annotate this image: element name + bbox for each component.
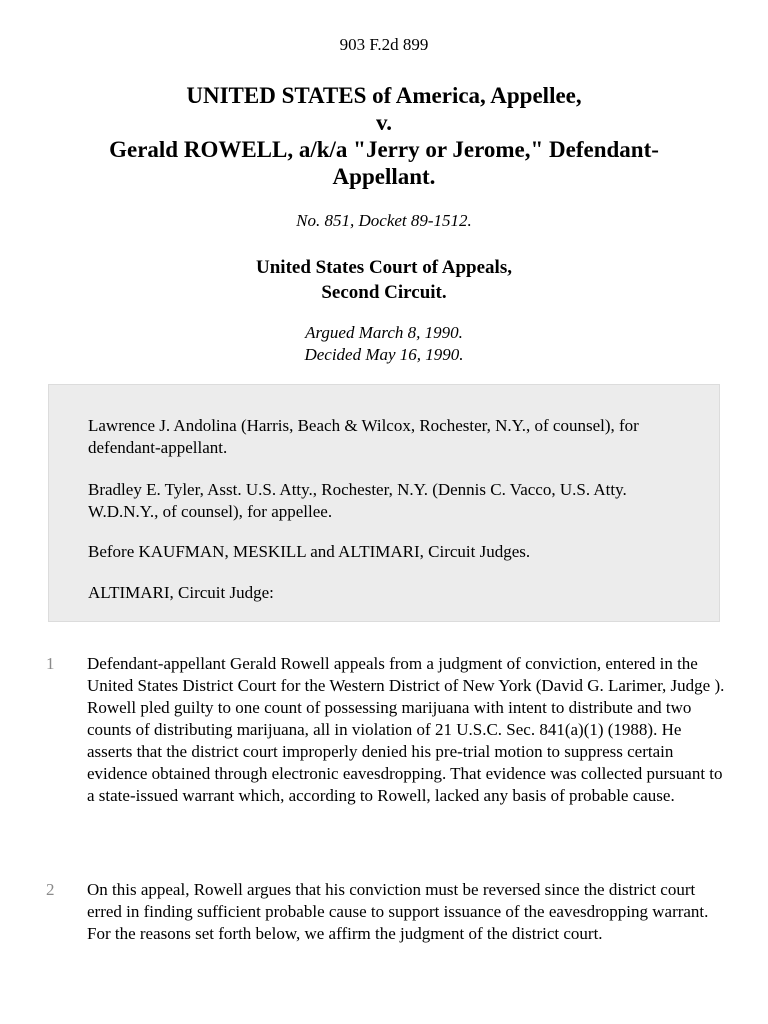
case-title-appellee: UNITED STATES of America, Appellee, [186,83,582,108]
court-name-line1: United States Court of Appeals, [256,257,512,278]
case-title-appellant-cont: Appellant. [332,164,436,189]
paragraph-text: On this appeal, Rowell argues that his conviction must be reversed since the district court erred in finding sufficient probable cause to support issuance of the eavesdropping warrant. For the reasons set forth below, we affirm the judgment of the district court. [87,880,709,943]
argued-date: Argued March 8, 1990. [305,323,463,342]
paragraph-number: 2 [46,880,55,899]
decided-date: Decided May 16, 1990. [304,345,464,364]
case-title-appellant: Gerald ROWELL, a/k/a "Jerry or Jerome," Defendant- [109,137,659,162]
counsel-box [48,384,720,622]
court-name-line2: Second Circuit. [321,282,447,303]
case-title [40,82,728,190]
appellant-counsel: Lawrence J. Andolina (Harris, Beach & Wilcox, Rochester, N.Y., of counsel), for defendant-appellant. [88,416,639,457]
paragraph-text: Defendant-appellant Gerald Rowell appeals from a judgment of conviction, entered in the United States District Court for the Western District of New York (David G. Larimer, Judge ). Rowell pled guilty to one count of possessing marijuana with intent to distribute and two counts of distributing marijuana, all in violation of 21 U.S.C. Sec. 841(a)(1) (1988). He asserts that the district court improperly denied his pre-trial motion to suppress certain evidence obtained through electronic eavesdropping. That evidence was collected pursuant to a state-issued warrant which, according to Rowell, lacked any basis of probable cause. [87,654,725,805]
docket-number: No. 851, Docket 89-1512. [296,211,472,230]
court-name [0,255,768,305]
case-title-versus: v. [376,110,392,135]
case-citation: 903 F.2d 899 [339,35,429,54]
paragraph-number: 1 [46,654,55,673]
opinion-author: ALTIMARI, Circuit Judge: [88,583,274,602]
case-dates [0,322,768,366]
appellee-counsel: Bradley E. Tyler, Asst. U.S. Atty., Rochester, N.Y. (Dennis C. Vacco, U.S. Atty. W.D.N.Y., of counsel), for appellee. [88,480,627,521]
panel-judges: Before KAUFMAN, MESKILL and ALTIMARI, Circuit Judges. [88,542,531,561]
